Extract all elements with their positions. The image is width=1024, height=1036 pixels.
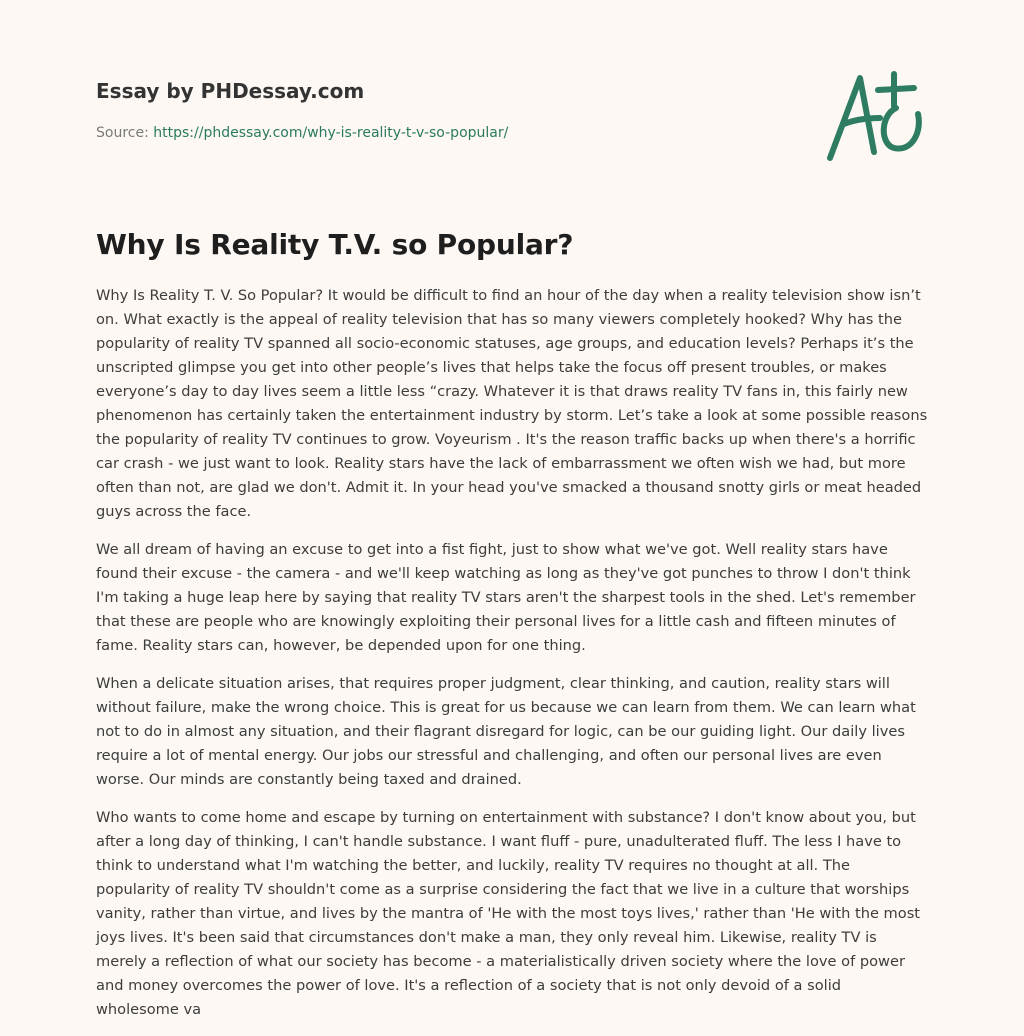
- essay-paragraph: Who wants to come home and escape by turning on entertainment with substance? I don't know about you, but after a long day of thinking, I can't handle substance. I want fluff - pure, unadulterated fluff. The less I have to think to understand what I'm watching the better, and luckily, reality TV requires no thought at all. The popularity of reality TV shouldn't come as a surprise considering the fact that we live in a culture that worships vanity, rather than virtue, and lives by the mantra of 'He with the most toys lives,' rather than 'He with the most joys lives. It's been said that circumstances don't make a man, they only reveal him. Likewise, reality TV is merely a reflection of what our society has become - a materialistically driven society where the love of power and money overcomes the power of love. It's a reflection of a society that is not only devoid of a solid wholesome va: [96, 809, 921, 1018]
- site-title: Essay by PHDessay.com: [96, 79, 365, 103]
- essay-paragraph: When a delicate situation arises, that requires proper judgment, clear thinking, and caution, reality stars will without failure, make the wrong choice. This is great for us because we can learn from them. We can learn what not to do in almost any situation, and their flagrant disregard for logic, can be our guiding light. Our daily lives require a lot of mental energy. Our jobs our stressful and challenging, and often our personal lives are even worse. Our minds are constantly being taxed and drained.: [96, 675, 916, 788]
- essay-paragraph: We all dream of having an excuse to get into a fist fight, just to show what we've got. Well reality stars have found their excuse - the camera - and we'll keep watching as long as they've got punches to throw I don't think I'm taking a huge leap here by saying that reality TV stars aren't the sharpest tools in the shed. Let's remember that these are people who are knowingly exploiting their personal lives for a little cash and fifteen minutes of fame. Reality stars can, however, be depended upon for one thing.: [96, 541, 916, 654]
- source-link[interactable]: https://phdessay.com/why-is-reality-t-v-so-popular/: [153, 125, 509, 141]
- essay-body: [96, 284, 928, 1036]
- essay-title: Why Is Reality T.V. so Popular?: [96, 228, 574, 261]
- source-line: [96, 124, 508, 142]
- a-plus-logo-icon: [822, 66, 932, 166]
- essay-paragraph: Why Is Reality T. V. So Popular? It would be difficult to find an hour of the day when a reality television show isn’t on. What exactly is the appeal of reality television that has so many viewers completely hooked? Why has the popularity of reality TV spanned all socio-economic statuses, age groups, and education levels? Perhaps it’s the unscripted glimpse you get into other people’s lives that helps take the focus off present troubles, or makes everyone’s day to day lives seem a little less “crazy. Whatever it is that draws reality TV fans in, this fairly new phenomenon has certainly taken the entertainment industry by storm. Let’s take a look at some possible reasons the popularity of reality TV continues to grow. Voyeurism . It's the reason traffic backs up when there's a horrific car crash - we just want to look. Reality stars have the lack of embarrassment we often wish we had, but more often than not, are glad we don't. Admit it. In your head you've smacked a thousand snotty girls or meat headed guys across the face.: [96, 287, 928, 520]
- essay-header: [96, 78, 796, 141]
- source-label: Source:: [96, 125, 149, 141]
